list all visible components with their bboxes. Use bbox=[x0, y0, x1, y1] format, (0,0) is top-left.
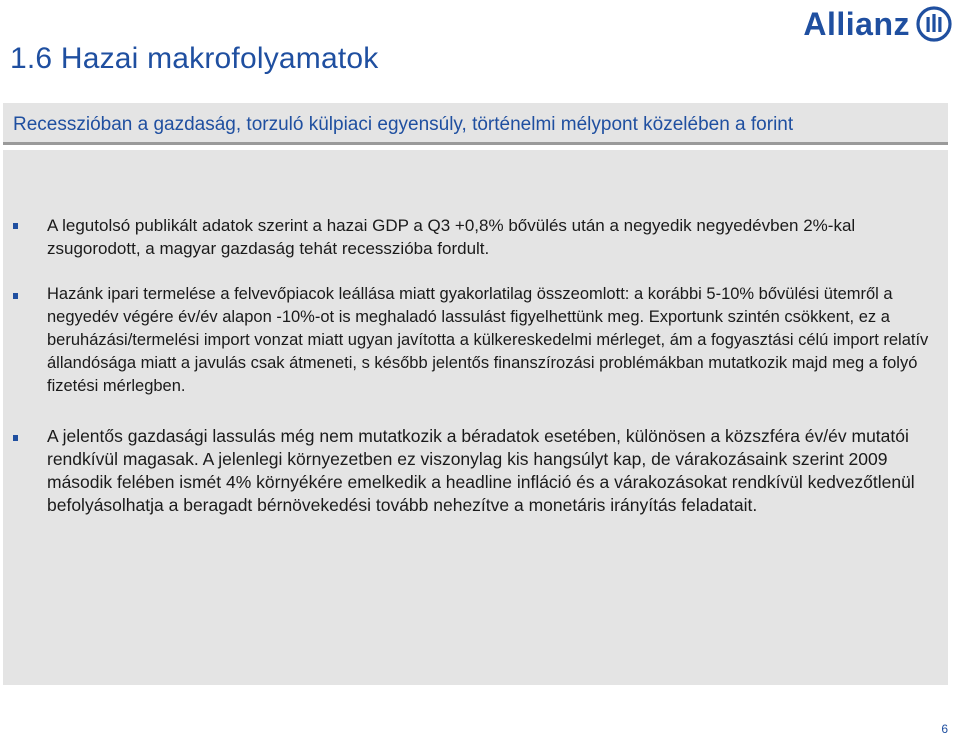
bullet-marker bbox=[13, 293, 18, 299]
bullet-marker bbox=[13, 223, 18, 229]
allianz-eagle-icon bbox=[916, 6, 952, 42]
subtitle: Recesszióban a gazdaság, torzuló külpiaci egyensúly, történelmi mélypont közelében a forint bbox=[13, 114, 794, 135]
slide-title: 1.6 Hazai makrofolyamatok bbox=[10, 42, 379, 75]
bullet-text: A legutolsó publikált adatok szerint a hazai GDP a Q3 +0,8% bővülés után a negyedik negyedévben 2%-kal zsugorodott, a magyar gazdaság tehát recesszióba fordult. bbox=[47, 216, 856, 258]
subtitle-bar bbox=[3, 103, 948, 145]
page-number: 6 bbox=[941, 722, 948, 736]
logo-text: Allianz bbox=[803, 5, 910, 42]
bullet-item bbox=[3, 283, 938, 398]
allianz-logo bbox=[803, 4, 952, 44]
bullet-item bbox=[3, 214, 938, 260]
bullet-marker bbox=[13, 435, 18, 441]
bullet-item bbox=[3, 425, 938, 517]
bullet-text: A jelentős gazdasági lassulás még nem mutatkozik a béradatok esetében, különösen a közszféra év/év mutatói rendkívül magasak. A jelenlegi környezetben ez viszonylag kis hangsúlyt kap, de várakozásaink szerint 2009 második felében ismét 4% környékére emelkedik a headline infláció és a várakozásokat rendkívül kedvezőtlenül befolyásolhatja a beragadt bérnövekedési tovább nehezítve a monetáris irányítás feladatait. bbox=[47, 426, 915, 515]
bullet-text: Hazánk ipari termelése a felvevőpiacok leállása miatt gyakorlatilag összeomlott: a korábbi 5-10% bővülési ütemről a negyedév végére év/év alapon -10%-ot is meghaladó lassulást figyelhettünk meg. Exportunk szintén csökkent, ez a beruházási/termelési import vonzat miatt ugyan javította a külkereskedelmi mérleget, ám a fogyasztási célú import relatív állandósága miatt a javulás csak átmeneti, s később jelentős finanszírozási problémákban mutatkozik majd meg a folyó fizetési mérlegben. bbox=[47, 285, 929, 395]
content-panel bbox=[3, 150, 948, 685]
